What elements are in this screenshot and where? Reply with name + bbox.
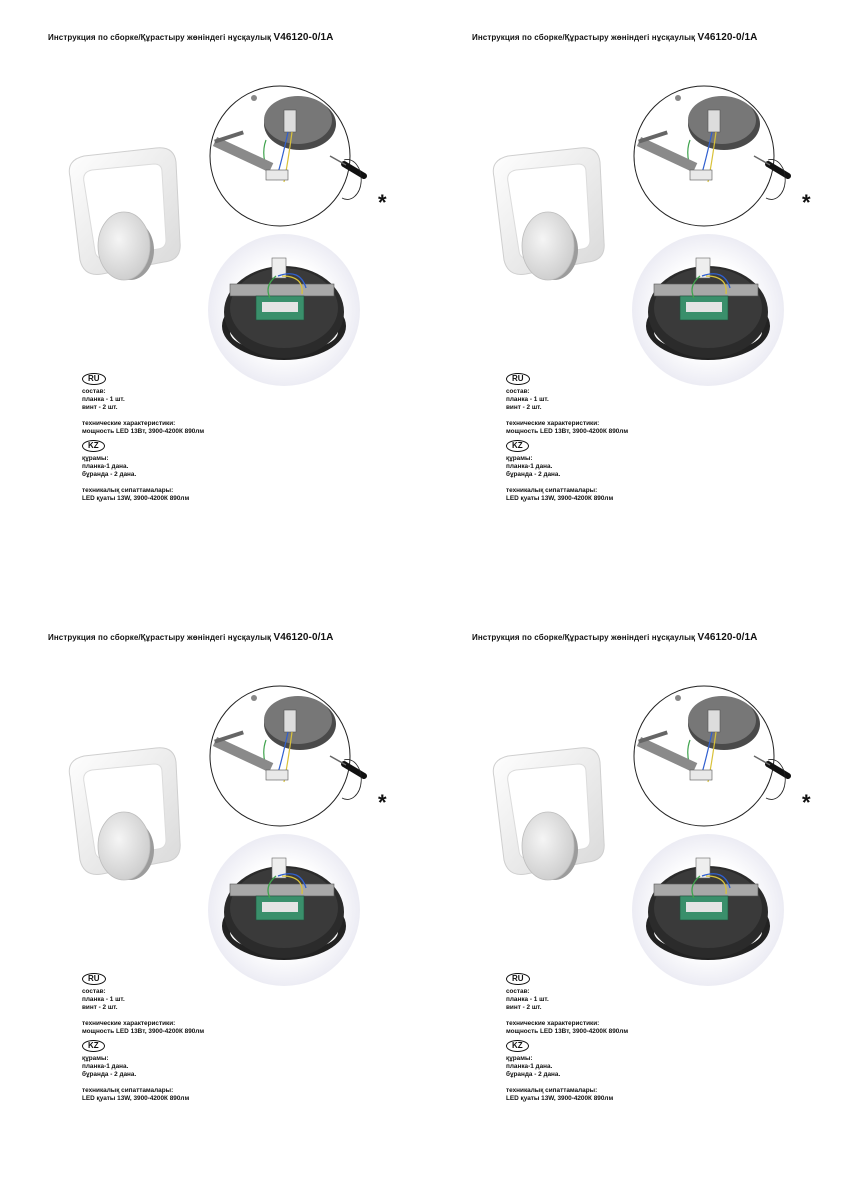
- title-text: Инструкция по сборке/Құрастыру жөніндегі нұсқаулық: [48, 633, 272, 642]
- instruction-panel: [424, 0, 848, 600]
- instruction-panel: [424, 600, 848, 1200]
- composition-item: планка - 1 шт.: [82, 396, 125, 403]
- language-badge-kz: KZ: [506, 1040, 529, 1052]
- asterisk-mark: *: [802, 790, 811, 815]
- title-text: Инструкция по сборке/Құрастыру жөніндегі нұсқаулық: [472, 33, 696, 42]
- specs-label: технические характеристики:: [506, 420, 600, 427]
- title-text: Инструкция по сборке/Құрастыру жөніндегі нұсқаулық: [472, 633, 696, 642]
- composition-label: состав:: [506, 388, 530, 395]
- asterisk-mark: *: [802, 190, 811, 215]
- specifications-text: [506, 973, 706, 1103]
- asterisk-mark: *: [378, 790, 387, 815]
- composition-item: винт - 2 шт.: [506, 404, 542, 411]
- specifications-text: [82, 973, 282, 1103]
- specs-label: технические характеристики:: [82, 1020, 176, 1027]
- composition-label: состав:: [506, 988, 530, 995]
- specs-value: мощность LED 13Вт, 3900-4200К 890лм: [506, 1028, 629, 1035]
- composition-item: бұранда - 2 дана.: [506, 1071, 561, 1078]
- asterisk-mark: *: [378, 190, 387, 215]
- specs-value: LED қуаты 13W, 3900-4200К 890лм: [506, 495, 614, 502]
- composition-item: планка-1 дана.: [82, 1063, 129, 1070]
- instruction-title: [472, 632, 757, 643]
- mounting-detail-diagram: [204, 680, 374, 840]
- model-number: V46120-0/1A: [273, 632, 334, 643]
- instruction-title: [48, 32, 333, 43]
- composition-item: планка-1 дана.: [82, 463, 129, 470]
- specs-value: мощность LED 13Вт, 3900-4200К 890лм: [82, 428, 205, 435]
- composition-item: планка-1 дана.: [506, 1063, 553, 1070]
- specs-label: техникалық сипаттамалары:: [82, 487, 174, 494]
- composition-item: планка - 1 шт.: [506, 396, 549, 403]
- specs-label: техникалық сипаттамалары:: [506, 1087, 598, 1094]
- title-text: Инструкция по сборке/Құрастыру жөніндегі нұсқаулық: [48, 33, 272, 42]
- specs-value: мощность LED 13Вт, 3900-4200К 890лм: [82, 1028, 205, 1035]
- driver-wiring-illustration: [206, 832, 362, 988]
- mounting-detail-diagram: [204, 80, 374, 240]
- composition-label: құрамы:: [506, 1055, 533, 1062]
- language-badge-kz: KZ: [506, 440, 529, 452]
- driver-wiring-illustration: [630, 832, 786, 988]
- specs-value: LED қуаты 13W, 3900-4200К 890лм: [506, 1095, 614, 1102]
- composition-label: құрамы:: [506, 455, 533, 462]
- language-badge-ru: RU: [506, 373, 530, 385]
- driver-wiring-illustration: [206, 232, 362, 388]
- specs-value: мощность LED 13Вт, 3900-4200К 890лм: [506, 428, 629, 435]
- composition-label: құрамы:: [82, 1055, 109, 1062]
- specs-value: LED қуаты 13W, 3900-4200К 890лм: [82, 495, 190, 502]
- composition-item: планка-1 дана.: [506, 463, 553, 470]
- model-number: V46120-0/1A: [697, 32, 758, 43]
- specifications-text: [506, 373, 706, 503]
- specs-label: технические характеристики:: [82, 420, 176, 427]
- mounting-detail-diagram: [628, 80, 798, 240]
- composition-label: состав:: [82, 988, 106, 995]
- specifications-text: [82, 373, 282, 503]
- language-badge-ru: RU: [506, 973, 530, 985]
- language-badge-ru: RU: [82, 973, 106, 985]
- instruction-panel: [0, 600, 424, 1200]
- composition-item: бұранда - 2 дана.: [506, 471, 561, 478]
- composition-item: планка - 1 шт.: [506, 996, 549, 1003]
- language-badge-ru: RU: [82, 373, 106, 385]
- instruction-title: [48, 632, 333, 643]
- lamp-illustration: [58, 142, 198, 292]
- model-number: V46120-0/1A: [697, 632, 758, 643]
- lamp-illustration: [482, 742, 622, 892]
- language-badge-kz: KZ: [82, 440, 105, 452]
- driver-wiring-illustration: [630, 232, 786, 388]
- model-number: V46120-0/1A: [273, 32, 334, 43]
- composition-item: планка - 1 шт.: [82, 996, 125, 1003]
- specs-label: технические характеристики:: [506, 1020, 600, 1027]
- lamp-illustration: [58, 742, 198, 892]
- specs-value: LED қуаты 13W, 3900-4200К 890лм: [82, 1095, 190, 1102]
- specs-label: техникалық сипаттамалары:: [82, 1087, 174, 1094]
- instruction-title: [472, 32, 757, 43]
- instruction-panel: [0, 0, 424, 600]
- lamp-illustration: [482, 142, 622, 292]
- composition-label: құрамы:: [82, 455, 109, 462]
- composition-item: винт - 2 шт.: [82, 1004, 118, 1011]
- composition-item: винт - 2 шт.: [82, 404, 118, 411]
- composition-label: состав:: [82, 388, 106, 395]
- language-badge-kz: KZ: [82, 1040, 105, 1052]
- composition-item: бұранда - 2 дана.: [82, 1071, 137, 1078]
- composition-item: винт - 2 шт.: [506, 1004, 542, 1011]
- specs-label: техникалық сипаттамалары:: [506, 487, 598, 494]
- composition-item: бұранда - 2 дана.: [82, 471, 137, 478]
- mounting-detail-diagram: [628, 680, 798, 840]
